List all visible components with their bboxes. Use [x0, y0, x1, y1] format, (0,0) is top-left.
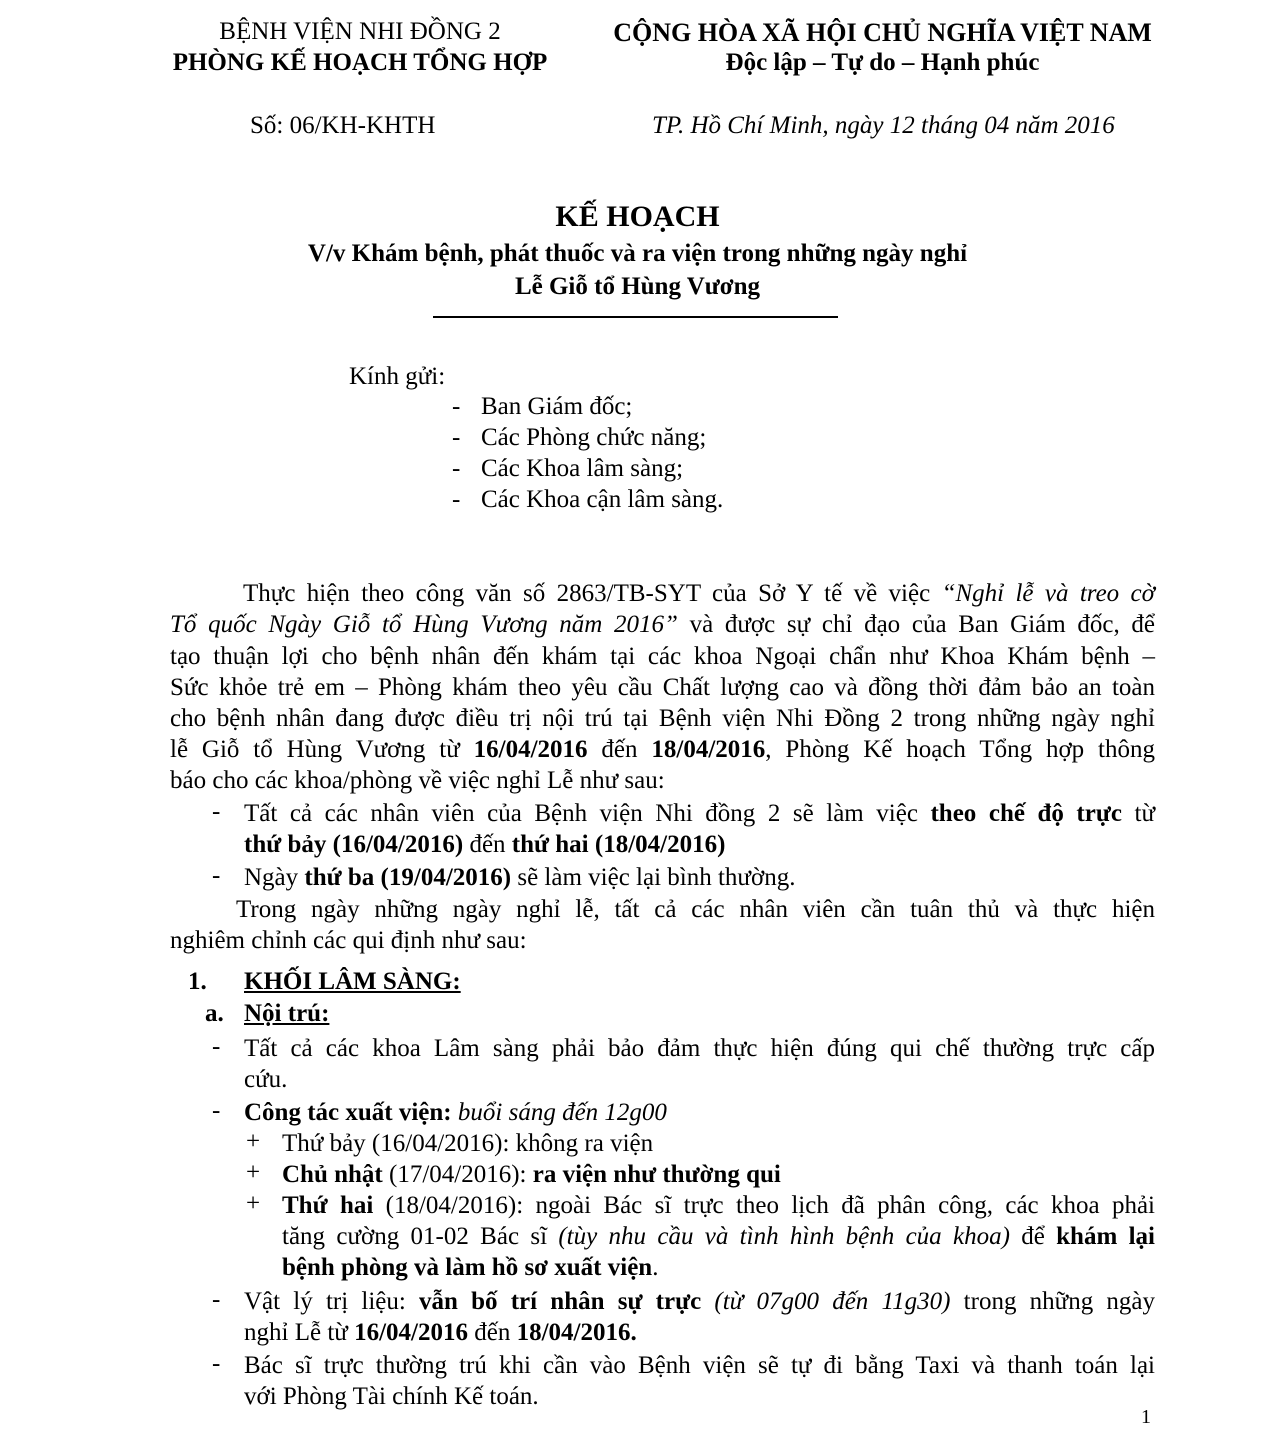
document-number: Số: 06/KH-KHTH	[250, 112, 436, 139]
subsection-title: Nội trú:	[244, 1000, 330, 1027]
bullet-dash: -	[212, 1097, 221, 1124]
title-divider	[433, 316, 838, 318]
bullet-line: Bác sĩ trực thường trú khi cần vào Bệnh viện sẽ tự đi bằng Taxi và thanh toán lại	[244, 1352, 1155, 1379]
recipient-dash: -	[452, 393, 461, 420]
paragraph-line: tạo thuận lợi cho bệnh nhân đến khám tại các khoa Ngoại chẩn như Khoa Khám bệnh –	[170, 643, 1155, 670]
org-name: BỆNH VIỆN NHI ĐỒNG 2	[219, 18, 501, 45]
bullet-line: Vật lý trị liệu: vẫn bố trí nhân sự trực (từ 07g00 đến 11g30) trong những ngày	[244, 1288, 1155, 1315]
bullet-line: Tất cả các khoa Lâm sàng phải bảo đảm thực hiện đúng qui chế thường trực cấp	[244, 1035, 1155, 1062]
plus-line: Chủ nhật (17/04/2016): ra viện như thường qui	[282, 1161, 781, 1188]
plus-line: tăng cường 01-02 Bác sĩ (tùy nhu cầu và tình hình bệnh của khoa) để khám lại	[282, 1223, 1155, 1250]
bullet-line: nghỉ Lễ từ 16/04/2016 đến 18/04/2016.	[244, 1319, 637, 1346]
recipient-item: Các Khoa cận lâm sàng.	[481, 486, 724, 513]
recipients-label: Kính gửi:	[349, 363, 446, 390]
bullet-line: Công tác xuất viện: buổi sáng đến 12g00	[244, 1099, 667, 1126]
bullet-dash: -	[212, 798, 221, 825]
country-name: CỘNG HÒA XÃ HỘI CHỦ NGHĨA VIỆT NAM	[613, 18, 1152, 47]
recipient-item: Các Khoa lâm sàng;	[481, 455, 684, 482]
plus-marker: +	[246, 1159, 261, 1186]
motto: Độc lập – Tự do – Hạnh phúc	[725, 49, 1040, 76]
bullet-dash: -	[212, 862, 221, 889]
bullet-line: với Phòng Tài chính Kế toán.	[244, 1383, 539, 1410]
document-subject-line1: V/v Khám bệnh, phát thuốc và ra viện trong những ngày nghỉ	[307, 240, 968, 267]
section-number: 1.	[188, 968, 207, 995]
paragraph-line: Trong ngày những ngày nghỉ lễ, tất cả các nhân viên cần tuân thủ và thực hiện	[236, 896, 1155, 923]
paragraph-line: nghiêm chỉnh các qui định như sau:	[170, 927, 527, 954]
bullet-dash: -	[212, 1286, 221, 1313]
place-date: TP. Hồ Chí Minh, ngày 12 tháng 04 năm 2016	[652, 112, 1115, 139]
recipient-item: Các Phòng chức năng;	[481, 424, 707, 451]
paragraph-line: Tổ quốc Ngày Giỗ tổ Hùng Vương năm 2016” và được sự chỉ đạo của Ban Giám đốc, để	[170, 611, 1156, 638]
plus-line: Thứ bảy (16/04/2016): không ra viện	[282, 1130, 654, 1157]
bullet-line: Ngày thứ ba (19/04/2016) sẽ làm việc lại bình thường.	[244, 864, 796, 891]
bullet-line: Tất cả các nhân viên của Bệnh viện Nhi đồng 2 sẽ làm việc theo chế độ trực từ	[244, 800, 1156, 827]
section-title: KHỐI LÂM SÀNG:	[244, 968, 461, 995]
paragraph-line: lễ Giỗ tổ Hùng Vương từ 16/04/2016 đến 18/04/2016, Phòng Kế hoạch Tổng hợp thông	[170, 736, 1155, 763]
recipient-dash: -	[452, 486, 461, 513]
page-number: 1	[1141, 1406, 1151, 1428]
paragraph-line: báo cho các khoa/phòng về việc nghỉ Lễ như sau:	[170, 767, 665, 794]
bullet-line: thứ bảy (16/04/2016) đến thứ hai (18/04/2016)	[244, 831, 726, 858]
recipient-dash: -	[452, 424, 461, 451]
recipient-item: Ban Giám đốc;	[481, 393, 633, 420]
plus-marker: +	[246, 1190, 261, 1217]
recipient-dash: -	[452, 455, 461, 482]
plus-line: bệnh phòng và làm hồ sơ xuất viện.	[282, 1254, 659, 1281]
plus-marker: +	[246, 1128, 261, 1155]
bullet-dash: -	[212, 1033, 221, 1060]
paragraph-line: Thực hiện theo công văn số 2863/TB-SYT của Sở Y tế về việc “Nghỉ lễ và treo cờ	[243, 580, 1155, 607]
department-name: PHÒNG KẾ HOẠCH TỔNG HỢP	[172, 49, 548, 76]
subsection-letter: a.	[205, 1000, 224, 1027]
plus-line: Thứ hai (18/04/2016): ngoài Bác sĩ trực theo lịch đã phân công, các khoa phải	[282, 1192, 1155, 1219]
paragraph-line: Sức khỏe trẻ em – Phòng khám theo yêu cầu Chất lượng cao và đồng thời đảm bảo an toàn	[170, 674, 1155, 701]
document-title: KẾ HOẠCH	[555, 200, 720, 233]
bullet-dash: -	[212, 1350, 221, 1377]
document-subject-line2: Lễ Giỗ tổ Hùng Vương	[514, 273, 761, 300]
bullet-line: cứu.	[244, 1066, 288, 1093]
paragraph-line: cho bệnh nhân đang được điều trị nội trú tại Bệnh viện Nhi Đồng 2 trong những ngày nghỉ	[170, 705, 1155, 732]
